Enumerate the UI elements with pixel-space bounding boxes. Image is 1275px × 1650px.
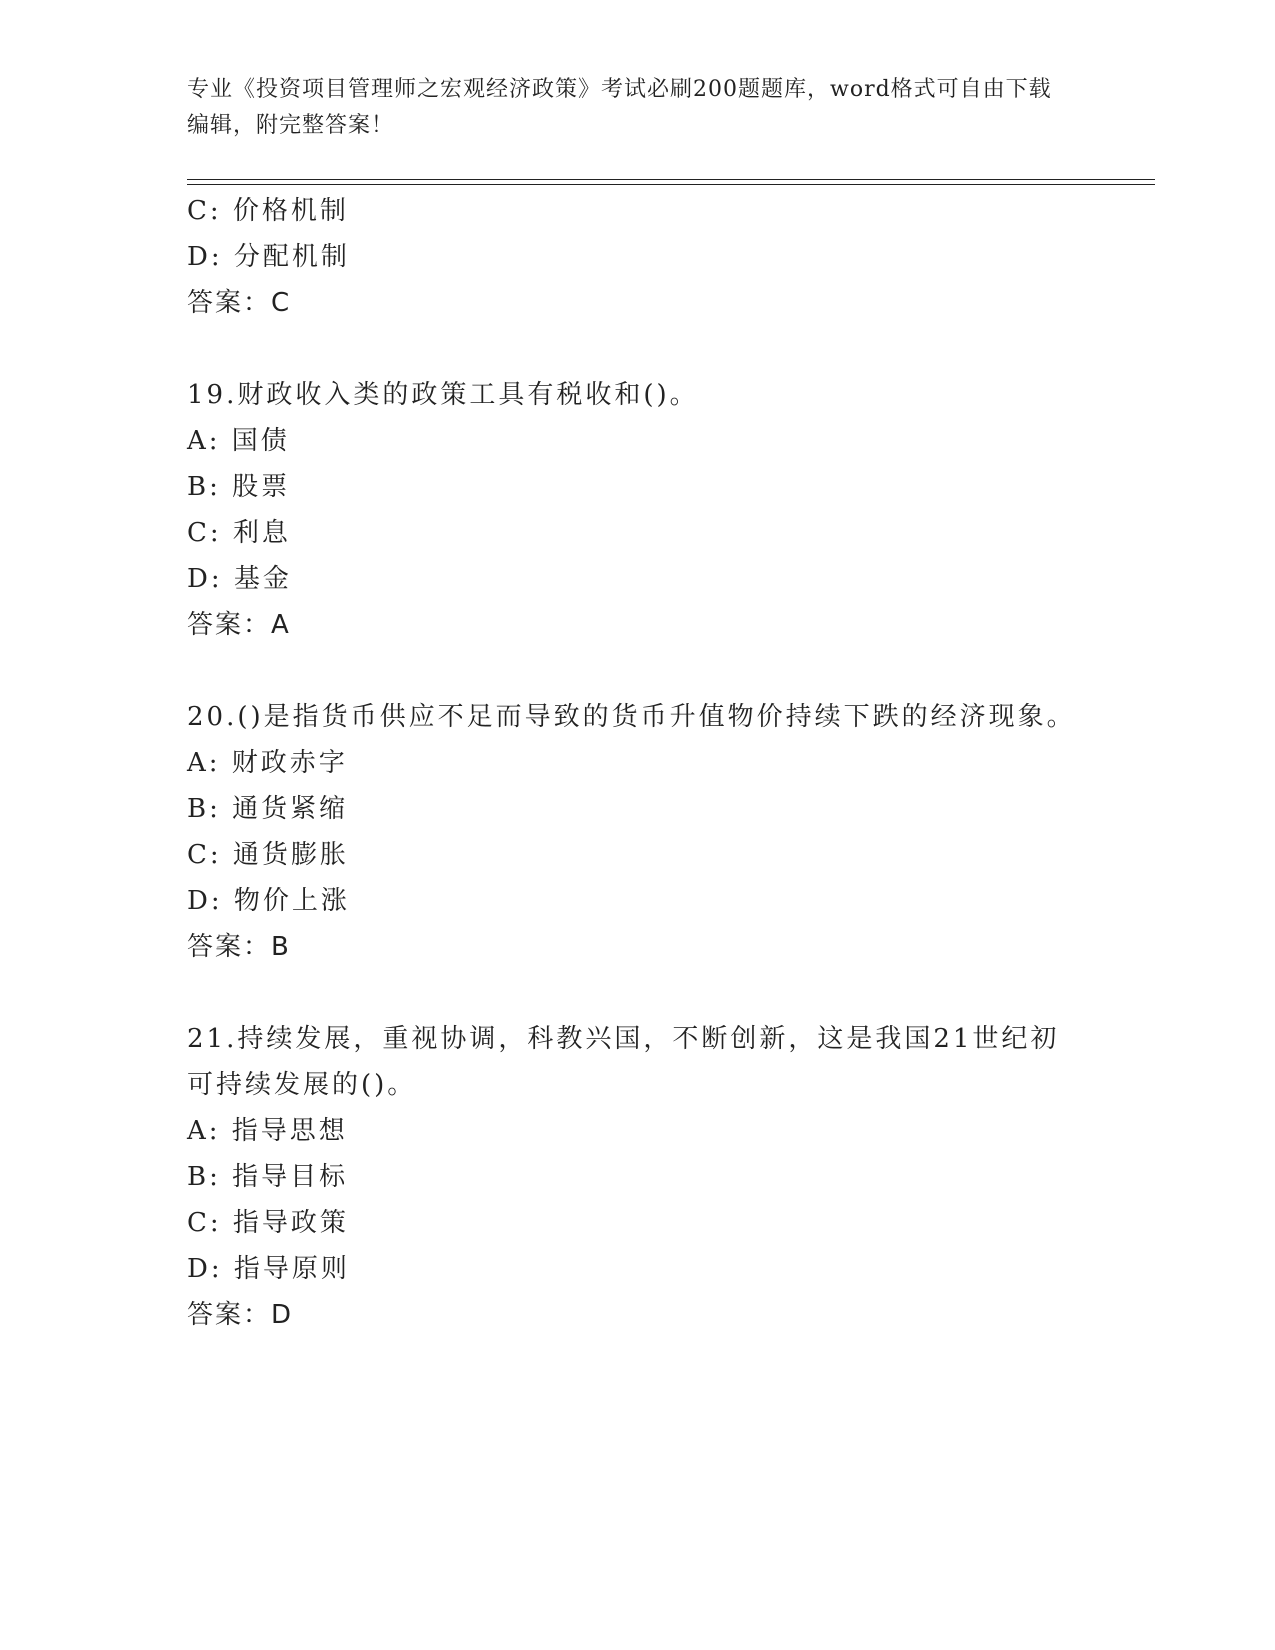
answer-line: 答案：C [187,288,292,318]
option-c: C: 指导政策 [187,1208,349,1238]
option-a: A: 财政赤字 [187,748,348,778]
answer-line: 答案：A [187,610,291,640]
option-c: C: 价格机制 [187,196,349,226]
option-c: C: 通货膨胀 [187,840,349,870]
question-18-continued [187,188,1087,326]
option-d: D: 物价上涨 [187,886,350,916]
question-21 [187,1016,1087,1338]
question-19 [187,372,1087,648]
question-list [187,188,1087,1338]
document-header: 专业《投资项目管理师之宏观经济政策》考试必刷200题题库，word格式可自由下载编辑，附完整答案！ [187,77,1052,138]
option-d: D: 分配机制 [187,242,350,272]
header-double-rule [187,179,1155,185]
option-b: B: 指导目标 [187,1162,349,1192]
option-d: D: 指导原则 [187,1254,350,1284]
option-a: A: 指导思想 [187,1116,348,1146]
answer-line: 答案：B [187,932,291,962]
option-b: B: 股票 [187,472,291,502]
option-a: A: 国债 [187,426,290,456]
question-title: 19.财政收入类的政策工具有税收和()。 [187,380,699,410]
option-d: D: 基金 [187,564,292,594]
question-title: 20.()是指货币供应不足而导致的货币升值物价持续下跌的经济现象。 [187,702,1076,732]
option-b: B: 通货紧缩 [187,794,349,824]
answer-line: 答案：D [187,1300,294,1330]
question-title: 21.持续发展，重视协调，科教兴国，不断创新，这是我国21世纪初可持续发展的()。 [187,1024,1060,1100]
question-20 [187,694,1087,970]
option-c: C: 利息 [187,518,291,548]
